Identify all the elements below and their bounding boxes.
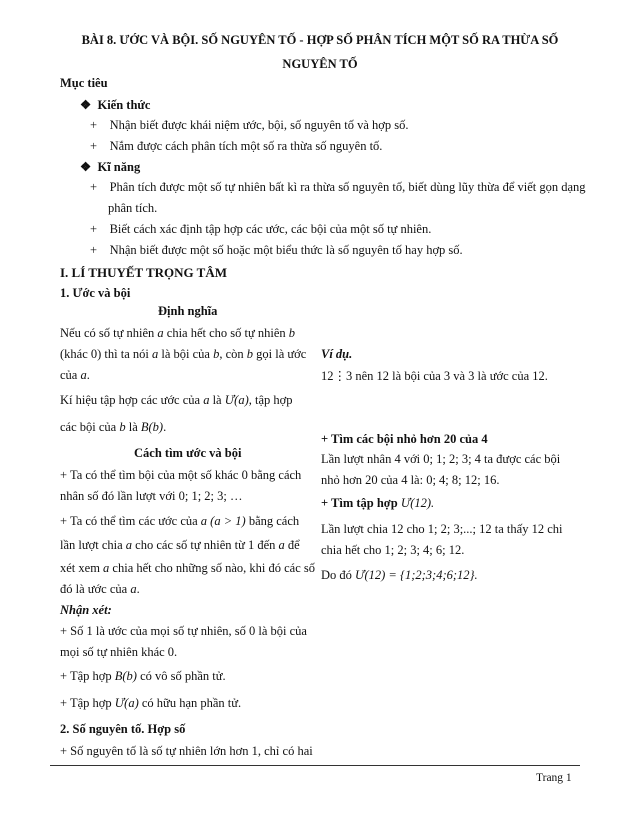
subsection-heading: 1. Ước và bội (60, 286, 131, 300)
prime-definition-text: + Số nguyên tố là số tự nhiên lớn hơn 1, chỉ có hai (60, 744, 313, 758)
method-text: xét xem a chia hết cho những số nào, khi đó các số (60, 561, 315, 575)
remark-heading: Nhận xét: (60, 603, 112, 617)
list-item-continuation: phân tích. (108, 201, 158, 215)
notation-text: các bội của b là B(b). (60, 420, 167, 434)
find-set-text: chia hết cho 1; 2; 3; 4; 6; 12. (321, 543, 465, 557)
section-heading: I. LÍ THUYẾT TRỌNG TÂM (60, 265, 228, 280)
definition-text: Nếu có số tự nhiên a chia hết cho số tự nhiên b (60, 326, 296, 340)
diamond-bullet-icon: ❖ (80, 98, 92, 112)
find-multiples-text: nhỏ hơn 20 của 4 là: 0; 4; 8; 12; 16. (321, 473, 500, 487)
find-set-result: Do đó Ư(12) = {1;2;3;4;6;12}. (321, 568, 478, 582)
skills-heading: ❖ Kĩ năng (80, 160, 141, 174)
method-text: lần lượt chia a cho các số tự nhiên từ 1 đến a để (60, 538, 300, 552)
subsection-heading: 2. Số nguyên tố. Hợp số (60, 722, 186, 736)
find-multiples-text: Lần lượt nhân 4 với 0; 1; 2; 3; 4 ta được các bội (321, 452, 561, 466)
page-number: Trang 1 (536, 772, 572, 784)
method-text: đó là ước của a. (60, 582, 140, 596)
list-item: + Nắm được cách phân tích một số ra thừa số nguyên tố. (90, 139, 383, 153)
method-text: nhân số đó lần lượt với 0; 1; 2; 3; … (60, 489, 243, 503)
page-title: BÀI 8. ƯỚC VÀ BỘI. SỐ NGUYÊN TỐ - HỢP SỐ PHÂN TÍCH MỘT SỐ RA THỪA SỐ NGUYÊN TỐ (81, 33, 559, 71)
diamond-bullet-icon: ❖ (80, 160, 92, 174)
list-item: + Phân tích được một số tự nhiên bất kì ra thừa số nguyên tố, biết dùng lũy thừa để viết gọn dạng (90, 180, 586, 194)
find-set-heading: + Tìm tập hợp Ư(12). (321, 496, 435, 510)
definition-heading: Định nghĩa (158, 304, 218, 318)
remark-text: + Tập hợp Ư(a) có hữu hạn phần tử. (60, 696, 242, 710)
method-text: + Ta có thể tìm bội của một số khác 0 bằng cách (60, 468, 302, 482)
knowledge-heading: ❖ Kiến thức (80, 98, 151, 112)
definition-text: (khác 0) thì ta nói a là bội của b, còn b gọi là ước (60, 347, 307, 361)
method-heading: Cách tìm ước và bội (134, 446, 242, 460)
list-item: + Nhận biết được một số hoặc một biểu thức là số nguyên tố hay hợp số. (90, 243, 463, 257)
remark-text: + Tập hợp B(b) có vô số phần tử. (60, 669, 226, 683)
notation-text: Kí hiệu tập hợp các ước của a là Ư(a), tập hợp (60, 393, 293, 407)
footer-divider (50, 765, 580, 766)
find-multiples-heading: + Tìm các bội nhỏ hơn 20 của 4 (321, 432, 488, 446)
list-item: + Nhận biết được khái niệm ước, bội, số nguyên tố và hợp số. (90, 118, 409, 132)
method-text: + Ta có thể tìm các ước của a (a > 1) bằng cách (60, 514, 300, 528)
remark-text: + Số 1 là ước của mọi số tự nhiên, số 0 là bội của (60, 624, 307, 638)
objectives-heading: Mục tiêu (60, 76, 108, 90)
example-label: Ví dụ. (321, 347, 353, 361)
example-text: 12⋮3 nên 12 là bội của 3 và 3 là ước của 12. (321, 369, 548, 383)
list-item: + Biết cách xác định tập hợp các ước, các bội của một số tự nhiên. (90, 222, 432, 236)
find-set-text: Lần lượt chia 12 cho 1; 2; 3;...; 12 ta thấy 12 chi (321, 522, 563, 536)
remark-text: mọi số tự nhiên khác 0. (60, 645, 178, 659)
definition-text: của a. (60, 368, 90, 382)
